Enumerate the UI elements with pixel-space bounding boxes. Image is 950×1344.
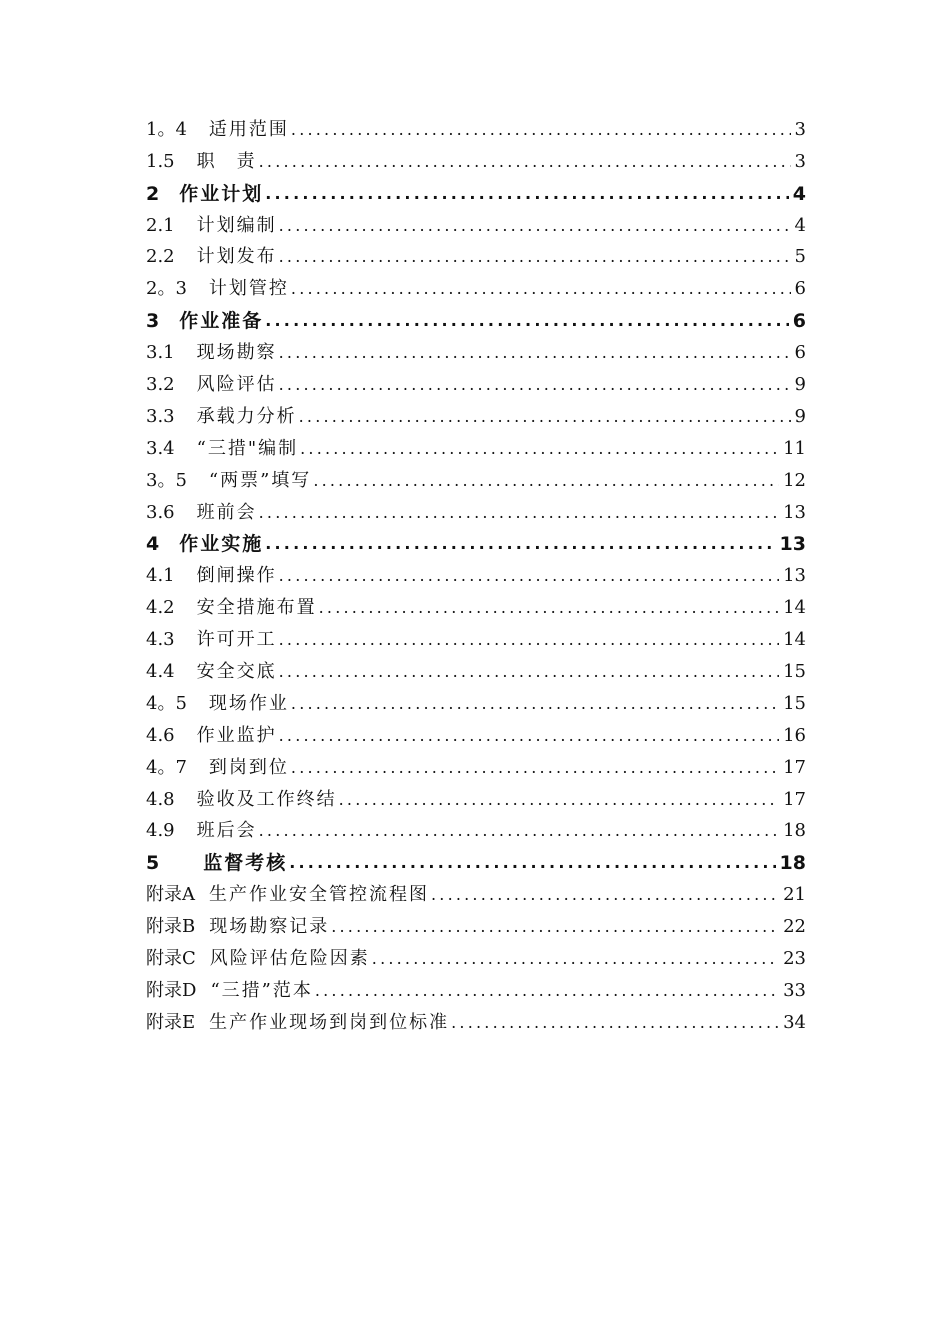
toc-entry-title: 职 责 <box>196 150 257 172</box>
toc-entry-page-number: 18 <box>783 820 806 842</box>
toc-entry-title: 作业监护 <box>196 724 277 746</box>
toc-entry-page-number: 17 <box>783 756 806 778</box>
toc-entry-number: 2 <box>146 182 160 205</box>
dot-leader <box>315 979 779 1003</box>
dot-leader <box>339 788 779 812</box>
dot-leader <box>279 373 791 397</box>
toc-entry[interactable] <box>146 1003 806 1035</box>
toc-entry-title: 安全交底 <box>196 661 277 683</box>
toc-entry-page-number: 13 <box>783 565 806 587</box>
dot-leader <box>259 501 779 525</box>
toc-entry-page-number: 6 <box>792 310 806 333</box>
toc-entry-number: 3。5 <box>146 469 187 491</box>
toc-entry-number: 附录C <box>146 948 196 970</box>
toc-entry-number: 附录D <box>146 979 197 1001</box>
toc-entry[interactable] <box>146 397 806 429</box>
dot-leader <box>291 692 779 716</box>
toc-entry-page-number: 12 <box>783 469 806 491</box>
toc-entry-page-number: 11 <box>783 437 806 459</box>
toc-entry-number: 2.1 <box>146 214 175 236</box>
toc-entry-title: 风险评估 <box>196 374 277 396</box>
toc-entry-page-number: 15 <box>783 661 806 683</box>
toc-entry[interactable] <box>146 174 806 206</box>
dot-leader <box>279 341 791 365</box>
toc-entry-title: 安全措施布置 <box>196 597 317 619</box>
toc-entry-title: 作业准备 <box>179 310 264 333</box>
dot-leader <box>279 660 779 684</box>
toc-entry[interactable] <box>146 429 806 461</box>
toc-entry-page-number: 4 <box>792 182 806 205</box>
dot-leader <box>265 182 789 206</box>
toc-entry-title: 到岗到位 <box>208 756 289 778</box>
toc-entry-number: 5 <box>146 852 160 875</box>
toc-entry-title: 作业计划 <box>179 182 264 205</box>
toc-entry-title: 计划编制 <box>196 214 277 236</box>
toc-entry-title: 计划管控 <box>208 278 289 300</box>
toc-entry-title: 班后会 <box>196 820 257 842</box>
toc-entry-title: 现场勘察记录 <box>209 916 330 938</box>
toc-entry-page-number: 6 <box>794 278 806 300</box>
toc-entry-number: 3.1 <box>146 342 175 364</box>
toc-entry-page-number: 9 <box>794 374 806 396</box>
toc-entry[interactable] <box>146 238 806 270</box>
toc-entry-title: 现场勘察 <box>196 342 277 364</box>
toc-entry-page-number: 14 <box>783 597 806 619</box>
dot-leader <box>300 437 779 461</box>
toc-entry-title: 现场作业 <box>208 692 289 714</box>
toc-entry-page-number: 13 <box>779 533 806 556</box>
toc-entry[interactable] <box>146 110 806 142</box>
dot-leader <box>279 564 779 588</box>
toc-entry-page-number: 6 <box>794 342 806 364</box>
dot-leader <box>265 309 789 333</box>
toc-entry[interactable] <box>146 843 806 875</box>
dot-leader <box>451 1011 779 1035</box>
toc-entry-title: “三措"编制 <box>196 437 299 459</box>
toc-entry[interactable] <box>146 716 806 748</box>
toc-entry-page-number: 18 <box>779 852 806 875</box>
toc-entry-page-number: 23 <box>783 948 806 970</box>
toc-entry-title: “两票”填写 <box>208 469 312 491</box>
dot-leader <box>291 277 791 301</box>
toc-entry-number: 4.2 <box>146 597 175 619</box>
toc-entry-title: 班前会 <box>196 501 257 523</box>
toc-entry[interactable] <box>146 556 806 588</box>
toc-entry-number: 4.3 <box>146 629 175 651</box>
toc-entry-number: 4.6 <box>146 724 175 746</box>
toc-entry-page-number: 15 <box>783 692 806 714</box>
toc-entry-number: 4.9 <box>146 820 175 842</box>
toc-entry[interactable] <box>146 780 806 812</box>
toc-entry-page-number: 3 <box>794 150 806 172</box>
toc-entry[interactable] <box>146 333 806 365</box>
toc-entry[interactable] <box>146 493 806 525</box>
toc-entry-title: 风险评估危险因素 <box>209 948 370 970</box>
dot-leader <box>279 245 791 269</box>
toc-entry-number: 3.4 <box>146 437 175 459</box>
dot-leader <box>259 819 779 843</box>
toc-entry[interactable] <box>146 525 806 557</box>
toc-entry-page-number: 22 <box>783 916 806 938</box>
toc-entry-number: 4。5 <box>146 692 187 714</box>
toc-entry-page-number: 9 <box>794 405 806 427</box>
table-of-contents <box>146 110 806 1035</box>
toc-entry-title: 倒闸操作 <box>196 565 277 587</box>
toc-entry-number: 4.4 <box>146 661 175 683</box>
toc-entry-title: 生产作业安全管控流程图 <box>209 884 429 906</box>
dot-leader <box>279 724 779 748</box>
toc-entry-number: 4。7 <box>146 756 187 778</box>
dot-leader <box>279 628 779 652</box>
dot-leader <box>291 118 791 142</box>
toc-entry-title: 监督考核 <box>203 852 288 875</box>
toc-entry-number: 附录E <box>146 1011 196 1033</box>
toc-entry-page-number: 34 <box>783 1011 806 1033</box>
dot-leader <box>291 756 779 780</box>
toc-entry-number: 1.5 <box>146 150 175 172</box>
toc-entry[interactable] <box>146 812 806 844</box>
toc-entry-number: 1。4 <box>146 118 187 140</box>
toc-entry-number: 4.8 <box>146 788 175 810</box>
toc-entry-page-number: 4 <box>794 214 806 236</box>
toc-entry[interactable] <box>146 269 806 301</box>
toc-entry[interactable] <box>146 748 806 780</box>
toc-entry-number: 附录A <box>146 884 195 906</box>
toc-entry-number: 4.1 <box>146 565 175 587</box>
toc-entry-number: 2。3 <box>146 278 187 300</box>
toc-entry-number: 3.2 <box>146 374 175 396</box>
toc-entry-page-number: 33 <box>783 979 806 1001</box>
toc-entry-number: 3 <box>146 310 160 333</box>
toc-entry[interactable] <box>146 206 806 238</box>
toc-entry[interactable] <box>146 142 806 174</box>
toc-entry-page-number: 17 <box>783 788 806 810</box>
toc-entry[interactable] <box>146 907 806 939</box>
toc-entry-page-number: 16 <box>783 724 806 746</box>
toc-entry[interactable] <box>146 620 806 652</box>
dot-leader <box>265 532 775 556</box>
dot-leader <box>259 150 791 174</box>
dot-leader <box>431 883 779 907</box>
toc-entry-page-number: 5 <box>794 246 806 268</box>
toc-entry[interactable] <box>146 684 806 716</box>
dot-leader <box>331 915 779 939</box>
toc-entry-page-number: 13 <box>783 501 806 523</box>
toc-entry-title: 承载力分析 <box>196 405 297 427</box>
toc-entry-title: 计划发布 <box>196 246 277 268</box>
toc-entry-title: 生产作业现场到岗到位标准 <box>209 1011 450 1033</box>
toc-entry-number: 3.6 <box>146 501 175 523</box>
dot-leader <box>299 405 791 429</box>
toc-entry[interactable] <box>146 588 806 620</box>
toc-entry-title: 验收及工作终结 <box>196 788 337 810</box>
dot-leader <box>313 469 779 493</box>
toc-entry-number: 4 <box>146 533 160 556</box>
toc-entry-number: 2.2 <box>146 246 175 268</box>
toc-entry[interactable] <box>146 652 806 684</box>
toc-entry[interactable] <box>146 301 806 333</box>
dot-leader <box>372 947 779 971</box>
dot-leader <box>319 596 779 620</box>
toc-entry-title: 许可开工 <box>196 629 277 651</box>
toc-entry-title: 适用范围 <box>208 118 289 140</box>
toc-entry-number: 附录B <box>146 916 196 938</box>
toc-entry[interactable] <box>146 365 806 397</box>
toc-entry[interactable] <box>146 939 806 971</box>
toc-entry[interactable] <box>146 971 806 1003</box>
toc-entry-page-number: 14 <box>783 629 806 651</box>
toc-entry-number: 3.3 <box>146 405 175 427</box>
dot-leader <box>289 851 775 875</box>
toc-entry-title: 作业实施 <box>179 533 264 556</box>
toc-entry[interactable] <box>146 875 806 907</box>
toc-entry[interactable] <box>146 461 806 493</box>
dot-leader <box>279 214 791 238</box>
toc-entry-title: “三措”范本 <box>210 979 313 1001</box>
toc-entry-page-number: 21 <box>783 884 806 906</box>
toc-entry-page-number: 3 <box>794 118 806 140</box>
